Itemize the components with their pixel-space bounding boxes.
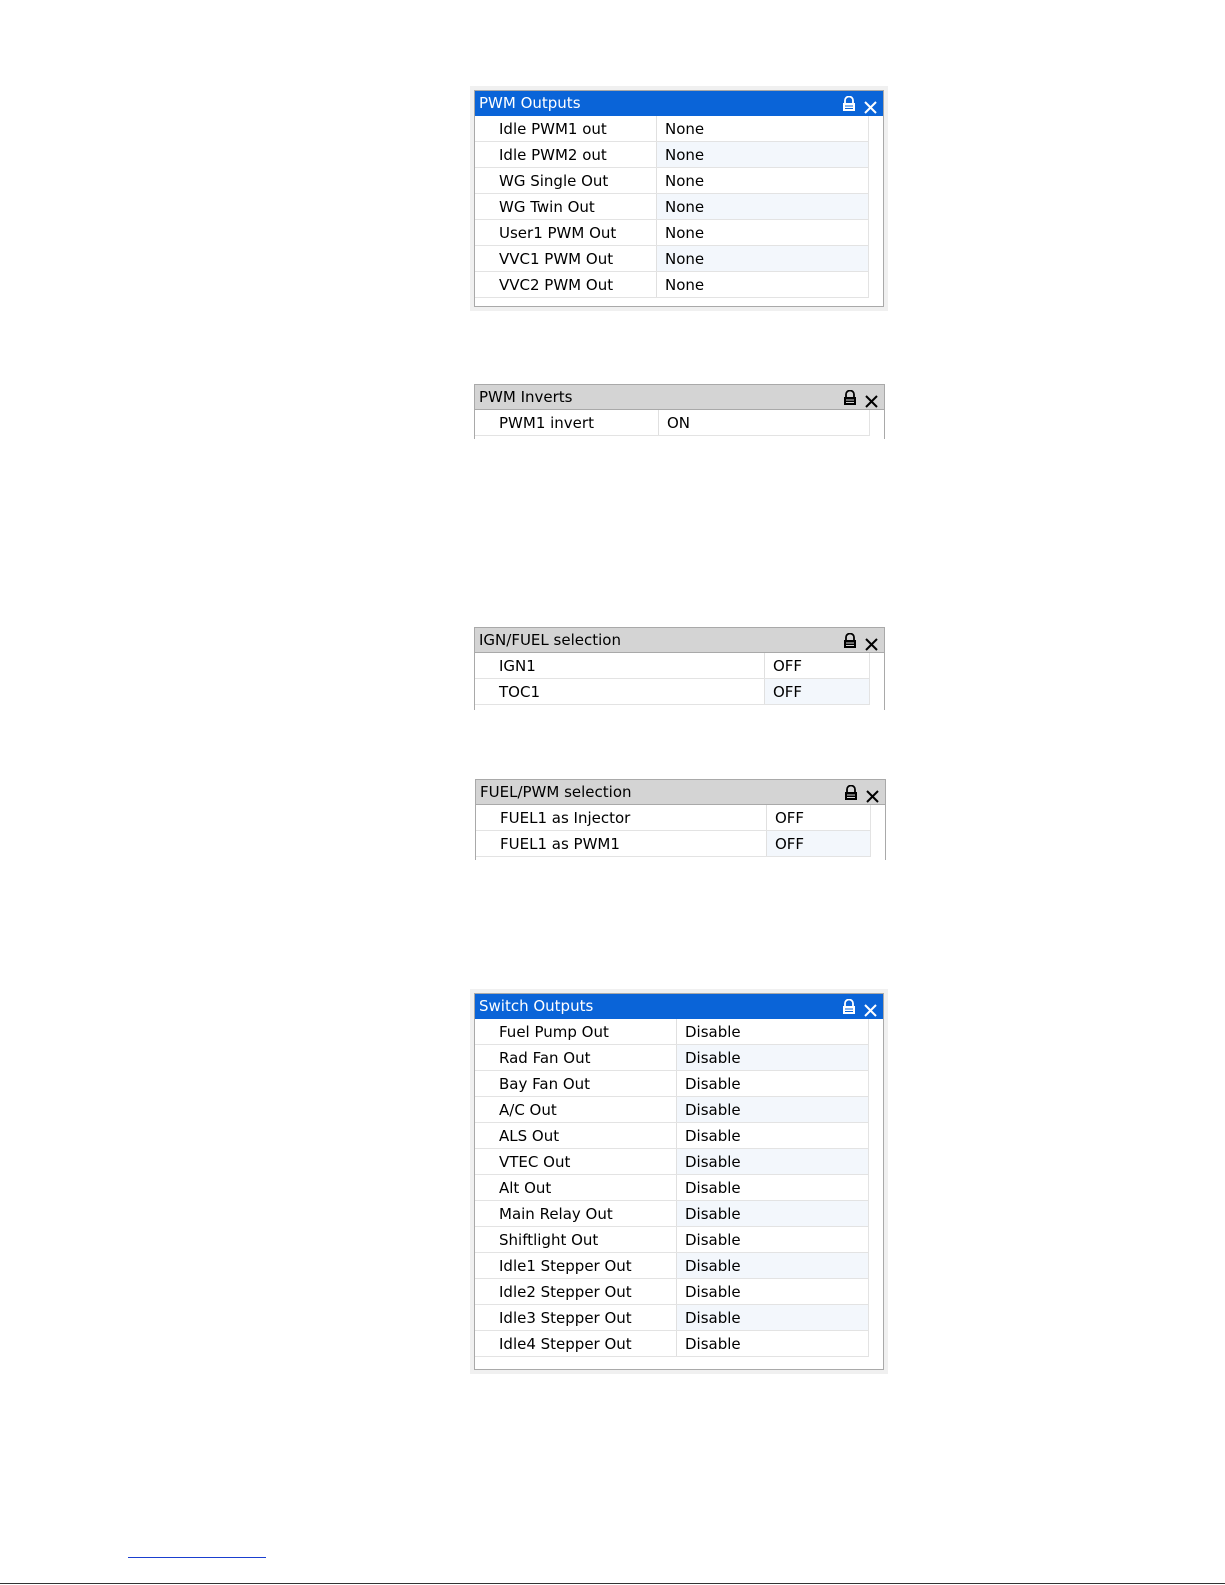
table-row[interactable] [475,1331,883,1357]
close-icon[interactable] [864,1000,877,1013]
row-value[interactable]: Disable [677,1097,883,1122]
table-row[interactable] [475,194,883,220]
row-value[interactable]: Disable [677,1045,883,1070]
lock-icon[interactable] [842,95,856,111]
scrollbar[interactable] [869,653,884,705]
row-value[interactable]: Disable [677,1305,883,1330]
ign-fuel-panel [474,627,885,710]
row-value[interactable]: Disable [677,1253,883,1278]
scrollbar[interactable] [868,1019,883,1357]
table-row[interactable] [475,168,883,194]
table-row[interactable] [475,1123,883,1149]
property-grid [475,1019,883,1357]
row-label: Shiftlight Out [475,1227,677,1252]
table-row[interactable] [476,805,885,831]
row-label: Alt Out [475,1175,677,1200]
row-value[interactable]: None [665,120,705,138]
switch-outputs-titlebar[interactable] [475,994,883,1019]
table-row[interactable] [475,1019,883,1045]
row-value[interactable]: None [665,172,705,190]
row-label: Idle1 Stepper Out [475,1253,677,1278]
lock-icon[interactable] [843,632,857,648]
row-label: WG Single Out [475,168,657,193]
switch-outputs-panel [474,993,884,1370]
table-row[interactable] [475,1201,883,1227]
row-value[interactable]: OFF [765,679,884,704]
row-value[interactable]: None [657,194,883,219]
footer-link-underline [128,1557,266,1558]
table-row[interactable] [475,142,883,168]
table-row[interactable] [475,1175,883,1201]
close-icon[interactable] [865,391,878,404]
scrollbar[interactable] [870,805,885,857]
row-label: Idle PWM1 out [475,116,657,141]
table-row[interactable] [476,831,885,857]
row-value[interactable]: OFF [775,809,805,827]
row-label: WG Twin Out [475,194,657,219]
row-value[interactable]: Disable [685,1231,741,1249]
row-label: PWM1 invert [475,410,659,435]
close-icon[interactable] [866,786,879,799]
row-label: VTEC Out [475,1149,677,1174]
row-label: FUEL1 as PWM1 [476,831,767,856]
lock-icon[interactable] [844,784,858,800]
table-row[interactable] [475,1279,883,1305]
panel-title: FUEL/PWM selection [480,783,632,801]
panel-title: IGN/FUEL selection [479,631,621,649]
table-row[interactable] [475,246,883,272]
row-label: Idle2 Stepper Out [475,1279,677,1304]
close-icon[interactable] [864,97,877,110]
footer-divider [0,1583,1225,1584]
property-grid [476,805,885,857]
row-value[interactable]: Disable [685,1075,741,1093]
table-row[interactable] [475,1253,883,1279]
row-label: VVC2 PWM Out [475,272,657,297]
row-label: Bay Fan Out [475,1071,677,1096]
table-row[interactable] [475,1097,883,1123]
panel-title: Switch Outputs [479,997,594,1015]
row-value[interactable]: None [657,142,883,167]
row-value[interactable]: Disable [685,1179,741,1197]
row-label: Rad Fan Out [475,1045,677,1070]
scrollbar[interactable] [869,410,884,436]
row-label: FUEL1 as Injector [476,805,767,830]
row-label: Idle3 Stepper Out [475,1305,677,1330]
row-label: Fuel Pump Out [475,1019,677,1044]
table-row[interactable] [475,1227,883,1253]
row-label: Idle PWM2 out [475,142,657,167]
pwm-outputs-titlebar[interactable] [475,91,883,116]
scrollbar[interactable] [868,116,883,298]
property-grid [475,653,884,705]
table-row[interactable] [475,116,883,142]
row-value[interactable]: OFF [773,657,803,675]
table-row[interactable] [475,410,884,436]
table-row[interactable] [475,1071,883,1097]
row-value[interactable]: Disable [685,1335,741,1353]
ign-fuel-titlebar[interactable] [475,628,884,653]
row-value[interactable]: Disable [677,1149,883,1174]
lock-icon[interactable] [843,389,857,405]
row-label: IGN1 [475,653,765,678]
fuel-pwm-titlebar[interactable] [476,780,885,805]
row-value[interactable]: None [665,224,705,242]
table-row[interactable] [475,1045,883,1071]
table-row[interactable] [475,1305,883,1331]
table-row[interactable] [475,679,884,705]
row-label: ALS Out [475,1123,677,1148]
close-icon[interactable] [865,634,878,647]
fuel-pwm-panel [475,779,886,860]
row-value[interactable]: Disable [685,1283,741,1301]
row-value[interactable]: Disable [685,1023,741,1041]
row-label: User1 PWM Out [475,220,657,245]
property-grid [475,410,884,436]
row-value[interactable]: Disable [677,1201,883,1226]
lock-icon[interactable] [842,998,856,1014]
row-label: A/C Out [475,1097,677,1122]
table-row[interactable] [475,1149,883,1175]
row-label: TOC1 [475,679,765,704]
row-value[interactable]: Disable [685,1127,741,1145]
table-row[interactable] [475,272,883,298]
row-value[interactable]: None [665,276,705,294]
pwm-inverts-panel [474,384,885,439]
property-grid [475,116,883,298]
row-label: Main Relay Out [475,1201,677,1226]
row-value[interactable]: OFF [767,831,885,856]
panel-title: PWM Outputs [479,94,581,112]
row-label: VVC1 PWM Out [475,246,657,271]
row-label: Idle4 Stepper Out [475,1331,677,1356]
panel-title: PWM Inverts [479,388,573,406]
row-value[interactable]: None [657,246,883,271]
table-row[interactable] [475,220,883,246]
pwm-inverts-titlebar[interactable] [475,385,884,410]
pwm-outputs-panel [474,90,884,307]
table-row[interactable] [475,653,884,679]
row-value[interactable]: ON [667,414,691,432]
